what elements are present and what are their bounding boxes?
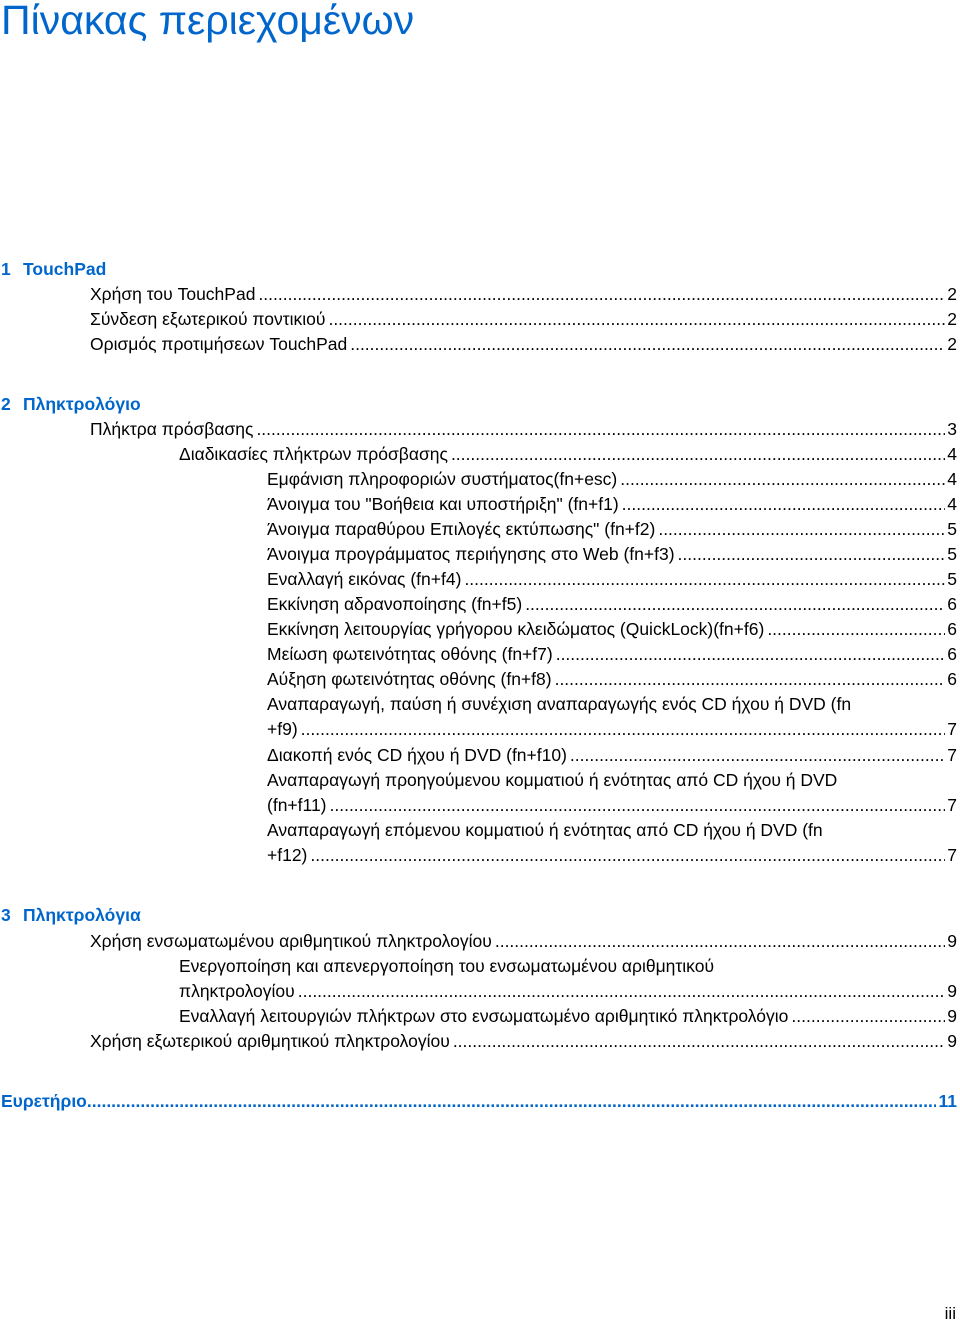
- entry-title: Χρήση εξωτερικού αριθμητικού πληκτρολογίου: [90, 1031, 450, 1051]
- chapter-number: 2: [1, 394, 11, 414]
- entry-page: 4: [947, 494, 957, 514]
- entry-page: 6: [947, 619, 957, 639]
- entry-title: Αύξηση φωτεινότητας οθόνης (fn+f8): [267, 669, 552, 689]
- dot-leader: [87, 1089, 936, 1113]
- chapter-number: 3: [1, 905, 11, 925]
- toc-entry[interactable]: [179, 442, 957, 467]
- entry-page: 7: [947, 719, 957, 739]
- entry-title: Ορισμός προτιμήσεων TouchPad: [90, 334, 348, 354]
- entry-title: Διακοπή ενός CD ήχου ή DVD (fn+f10): [267, 745, 567, 765]
- dot-leader: [298, 979, 946, 1003]
- entry-title: Άνοιγμα του "Βοήθεια και υποστήριξη" (fn+f1): [267, 494, 619, 514]
- entry-page: 7: [947, 795, 957, 815]
- entry-title: Χρήση ενσωματωμένου αριθμητικού πληκτρολογίου: [90, 931, 492, 951]
- chapter-number: 1: [1, 259, 11, 279]
- dot-leader: [525, 592, 945, 616]
- dot-leader: [301, 717, 946, 741]
- chapter-heading-2[interactable]: [1, 392, 141, 416]
- entry-title: Σύνδεση εξωτερικού ποντικιού: [90, 309, 326, 329]
- dot-leader: [495, 929, 945, 953]
- toc-entry[interactable]: [267, 492, 957, 517]
- chapter-title: Πληκτρολόγια: [23, 905, 141, 925]
- entry-title: Εναλλαγή λειτουργιών πλήκτρων στο ενσωματωμένο αριθμητικό πληκτρολόγιο: [179, 1006, 789, 1026]
- entry-page: 5: [947, 544, 957, 564]
- toc-entry[interactable]: [267, 542, 957, 567]
- toc-entry[interactable]: [267, 592, 957, 617]
- toc-entry[interactable]: [267, 467, 957, 492]
- dot-leader: [328, 307, 945, 331]
- dot-leader: [258, 282, 945, 306]
- toc-entry[interactable]: [267, 642, 957, 667]
- index-entry[interactable]: [1, 1089, 957, 1113]
- entry-title: Εκκίνηση λειτουργίας γρήγορου κλειδώματος (QuickLock)(fn+f6): [267, 619, 765, 639]
- entry-page: 6: [947, 644, 957, 664]
- entry-title: Άνοιγμα προγράμματος περιήγησης στο Web (fn+f3): [267, 544, 675, 564]
- toc-entry[interactable]: [179, 1004, 957, 1029]
- entry-title: πληκτρολογίου: [179, 981, 295, 1001]
- toc-entry[interactable]: [90, 1029, 957, 1054]
- entry-page: 5: [947, 519, 957, 539]
- entry-page: 2: [947, 309, 957, 329]
- dot-leader: [310, 843, 945, 867]
- toc-entry[interactable]: [90, 282, 957, 307]
- toc-entry[interactable]: [267, 667, 957, 692]
- page-title: Πίνακας περιεχομένων: [1, 0, 415, 43]
- toc-entry[interactable]: [267, 743, 957, 768]
- entry-title: Εκκίνηση αδρανοποίησης (fn+f5): [267, 594, 523, 614]
- entry-title: Πλήκτρα πρόσβασης: [90, 419, 254, 439]
- dot-leader: [330, 793, 946, 817]
- dot-leader: [622, 492, 946, 516]
- dot-leader: [256, 417, 945, 441]
- toc-entry[interactable]: [90, 332, 957, 357]
- toc-entry[interactable]: [90, 929, 957, 954]
- dot-leader: [464, 567, 945, 591]
- entry-page: 4: [947, 444, 957, 464]
- entry-page: 5: [947, 569, 957, 589]
- toc-entry[interactable]: [90, 417, 957, 442]
- entry-page: 7: [947, 845, 957, 865]
- dot-leader: [453, 1029, 945, 1053]
- entry-title-line1: Αναπαραγωγή προηγούμενου κομματιού ή ενότητας από CD ήχου ή DVD: [267, 770, 838, 790]
- toc-entry[interactable]: [90, 307, 957, 332]
- entry-title: +f12): [267, 845, 308, 865]
- dot-leader: [620, 467, 945, 491]
- dot-leader: [570, 743, 945, 767]
- chapter-title: Πληκτρολόγιο: [23, 394, 141, 414]
- dot-leader: [658, 517, 945, 541]
- entry-page: 6: [947, 594, 957, 614]
- entry-title: Μείωση φωτεινότητας οθόνης (fn+f7): [267, 644, 553, 664]
- chapter-heading-3[interactable]: [1, 903, 141, 927]
- chapter-heading-1[interactable]: [1, 257, 106, 281]
- toc-entry[interactable]: [179, 954, 957, 1004]
- dot-leader: [555, 667, 946, 691]
- chapter-title: TouchPad: [23, 259, 107, 279]
- toc-entry[interactable]: [267, 818, 957, 868]
- entry-title-line1: Ενεργοποίηση και απενεργοποίηση του ενσωματωμένου αριθμητικού: [179, 956, 715, 976]
- entry-title: (fn+f11): [267, 795, 327, 815]
- entry-page: 6: [947, 669, 957, 689]
- entry-title: Χρήση του TouchPad: [90, 284, 256, 304]
- entry-title: Εναλλαγή εικόνας (fn+f4): [267, 569, 462, 589]
- index-label: Ευρετήριο: [1, 1091, 87, 1111]
- entry-page: 9: [947, 1006, 957, 1026]
- dot-leader: [678, 542, 946, 566]
- dot-leader: [791, 1004, 945, 1028]
- entry-title: Διαδικασίες πλήκτρων πρόσβασης: [179, 444, 448, 464]
- entry-page: 7: [947, 745, 957, 765]
- index-page: 11: [938, 1091, 957, 1111]
- dot-leader: [350, 332, 945, 356]
- dot-leader: [556, 642, 946, 666]
- toc-entry[interactable]: [267, 692, 957, 742]
- entry-page: 9: [947, 1031, 957, 1051]
- entry-title-line1: Αναπαραγωγή επόμενου κομματιού ή ενότητας από CD ήχου ή DVD (fn: [267, 820, 823, 840]
- dot-leader: [451, 442, 945, 466]
- entry-page: 9: [947, 981, 957, 1001]
- entry-page: 2: [947, 334, 957, 354]
- entry-page: 4: [947, 469, 957, 489]
- page-number: iii: [944, 1304, 956, 1323]
- entry-title: +f9): [267, 719, 298, 739]
- dot-leader: [767, 617, 945, 641]
- entry-title: Εμφάνιση πληροφοριών συστήματος(fn+esc): [267, 469, 618, 489]
- entry-page: 3: [947, 419, 957, 439]
- toc-entry[interactable]: [267, 567, 957, 592]
- entry-page: 2: [947, 284, 957, 304]
- entry-page: 9: [947, 931, 957, 951]
- entry-title-line1: Αναπαραγωγή, παύση ή συνέχιση αναπαραγωγής ενός CD ήχου ή DVD (fn: [267, 694, 852, 714]
- toc-entry[interactable]: [267, 517, 957, 542]
- toc-entry[interactable]: [267, 768, 957, 818]
- toc-entry[interactable]: [267, 617, 957, 642]
- entry-title: Άνοιγμα παραθύρου Επιλογές εκτύπωσης" (fn+f2): [267, 519, 656, 539]
